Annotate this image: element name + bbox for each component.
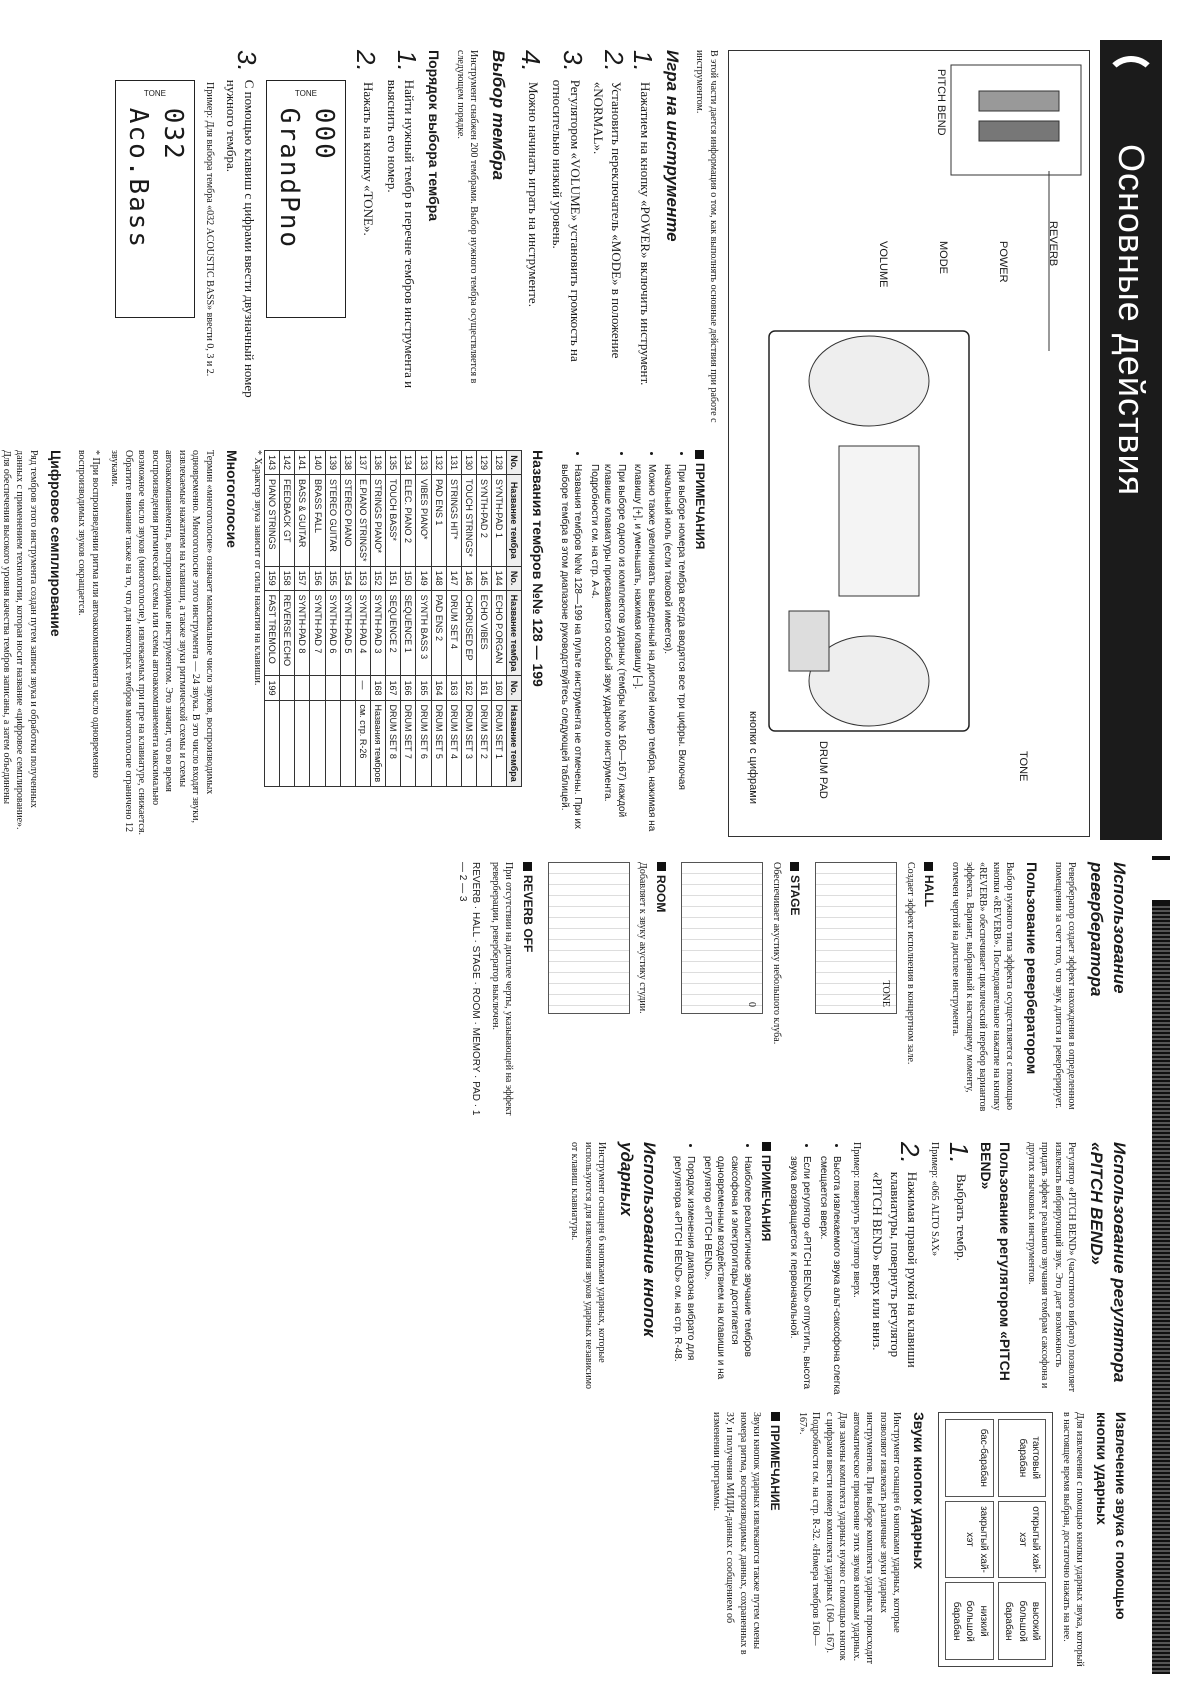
square-bullet-icon: [924, 862, 933, 871]
right-page: [0, 842, 1190, 1684]
table-cell: 138: [340, 451, 355, 475]
table-cell: DRUM SET 4: [446, 700, 461, 787]
table-cell: SYNTH-PAD 2: [477, 475, 492, 567]
table-cell: 163: [446, 676, 461, 700]
drumpads-column: [703, 1412, 1140, 1667]
square-bullet-icon: [695, 450, 704, 459]
table-cell: 141: [295, 451, 310, 475]
page-title: Основные действия: [1111, 144, 1152, 497]
pitch-column: [562, 1142, 1140, 1397]
table-cell: SYNTH-PAD 5: [340, 590, 355, 676]
playing-step-4: 4. Можно начинать играть на инструменте.: [516, 50, 547, 307]
table-row: [280, 451, 295, 787]
table-row: [416, 451, 431, 787]
table-row: [325, 451, 340, 787]
label-pitch-bend: PITCH BEND: [935, 69, 947, 136]
tone-select-heading: Выбор тембра: [489, 50, 509, 181]
table-row: [431, 451, 446, 787]
table-cell: SYNTH BASS 3: [416, 590, 431, 676]
hall-text: Создает эффект исполнения в концертном зале.: [904, 862, 916, 1065]
pitch-bullets: [786, 1142, 843, 1397]
table-cell: Названия тембров: [371, 700, 386, 787]
pitch-intro: Регулятор «PITCH BEND» (частотного вибрато) позволяет извлекать вибрирующий звук. Это дает возможность придать эффект реального звучания тембрам саксофона и других язычковых инструментов.: [1025, 1142, 1078, 1393]
label-tone: TONE: [1017, 751, 1029, 782]
table-cell: DRUM SET 8: [386, 700, 401, 787]
drum-pads: [789, 611, 829, 671]
drum-pad-5[interactable]: закрытый хай-хэт: [945, 1501, 994, 1579]
drum-sounds-text: Инструмент оснащен 6 кнопками ударных, которые позволяют извлекать различные звуки ударных инструментов. При выборе комплекта ударных происходит автоматическое присвоение этих звуков кнопкам ударных. Для замены комплекта ударных нужно с помощью кнопок с цифрами ввести номер комплекта ударных (160—167). Подробности см. на стр. R-32. «Номера тембров 160—167».: [796, 1412, 903, 1665]
drum-sounds-heading: Звуки кнопок ударных: [911, 1412, 928, 1570]
reverb-display-stage: 0: [681, 862, 763, 1014]
header-stripe: [1152, 856, 1170, 1674]
header-stripe-mark: [1152, 856, 1170, 904]
pitch-note: • Порядок изменения диапазона вибрато для регулятора «PITCH BEND» см. на стр. R-48.: [670, 1156, 697, 1397]
note-item: • Можно также увеличивать выведенный на дисплей номер тембра, нажимая на клавишу [+], и уменьшать, нажимая клавишу [–].: [631, 464, 658, 835]
notes-list: [557, 450, 688, 835]
table-row: [492, 451, 507, 787]
stage-heading: STAGE: [787, 862, 803, 1122]
pitch-bullet: • Высота извлекаемого звука альт-саксофона слегка смещается вверх.: [816, 1156, 843, 1397]
table-cell: DRUM SET 5: [431, 700, 446, 787]
table-cell: SYNTH-PAD 3: [371, 590, 386, 676]
table-cell: BASS & GUITAR: [295, 475, 310, 567]
table-cell: SYNTH-PAD 4: [355, 590, 370, 676]
table-cell: VIBES PIANO*: [416, 475, 431, 567]
square-bullet-icon: [762, 1142, 771, 1151]
playing-step-3: 3. Регулятором «VOLUME» установить громкость на относительно низкий уровень.: [550, 50, 588, 362]
table-cell: SYNTH-PAD 8: [295, 590, 310, 676]
table-cell: DRUM SET 3: [461, 700, 476, 787]
table-cell: REVERSE ECHO: [280, 590, 295, 676]
tone-select-intro: Инструмент снабжен 200 тембрами. Выбор нужного тембра осуществляется в следующем порядке.: [454, 50, 480, 384]
table-cell: 159: [265, 566, 280, 590]
drum-pad-1[interactable]: тактовый барабан: [998, 1419, 1047, 1497]
table-cell: PIANO STRINGS: [265, 475, 280, 567]
square-bullet-icon: [523, 862, 532, 871]
table-cell: 148: [431, 566, 446, 590]
reverb-use-heading: Пользование ревербератором: [1024, 862, 1041, 1075]
drum-pad-diagram: [938, 1412, 1053, 1667]
table-row: [477, 451, 492, 787]
pitch-example-1: Пример: «065 ALTO SAX»: [928, 1142, 940, 1257]
table-cell: 158: [280, 566, 295, 590]
table-row: [386, 451, 401, 787]
reverb-column: [455, 862, 1140, 1122]
table-cell: ECHO VIBES: [477, 590, 492, 676]
table-cell: 167: [386, 676, 401, 700]
table-cell: STEREO GUITAR: [325, 475, 340, 567]
reverb-display-hall: TONE: [815, 862, 897, 1014]
pitch-note: • Наиболее реалистичное звучание тембров саксофона и электрогитары достигается одновременным воздействием на клавиши и на регулятор «PITCH BEND».: [700, 1156, 754, 1397]
pitch-bend-inset: [951, 65, 1081, 175]
pitch-heading: Использование регулятора «PITCH BEND»: [1087, 1142, 1129, 1383]
table-cell: 199: [265, 676, 280, 700]
playing-heading: Игра на инструменте: [663, 50, 682, 242]
label-mode: MODE: [937, 241, 949, 274]
drum-note-heading: ПРИМЕЧАНИЕ: [767, 1412, 783, 1667]
table-row: [310, 451, 325, 787]
reverb-scale-labels: REVERB · HALL · STAGE · ROOM · MEMORY · PAD · 1 — 2 — 3: [456, 862, 482, 1116]
table-cell: [310, 676, 325, 700]
reverb-intro: Ревербератор создает эффект нахождения в определенном помещении за счет того, что звук длится и реверберирует.: [1052, 862, 1078, 1110]
table-cell: см. стр. R-26: [355, 700, 370, 787]
label-power: POWER: [997, 241, 1009, 283]
table-cell: DRUM SET 6: [416, 700, 431, 787]
pitch-step-1: 1. Выбрать тембр.: [944, 1142, 975, 1261]
table-cell: 152: [371, 566, 386, 590]
note-item: • При выборе номера тембра всегда вводятся все три цифры. Включая начальный ноль (если таковой имеется).: [661, 464, 688, 835]
hall-heading: HALL: [921, 862, 937, 1122]
square-bullet-icon: [657, 862, 666, 871]
table-cell: 131: [446, 451, 461, 475]
label-reverb: REVERB: [1047, 221, 1059, 267]
table-cell: SEQUENCE 1: [401, 590, 416, 676]
table-cell: 164: [431, 676, 446, 700]
keyboard-diagram: [728, 50, 1090, 837]
left-speaker: [809, 336, 929, 426]
table-cell: 168: [371, 676, 386, 700]
table-cell: 166: [401, 676, 416, 700]
table-cell: 140: [310, 451, 325, 475]
table-cell: 156: [310, 566, 325, 590]
table-cell: SYNTH-PAD 1: [492, 475, 507, 567]
table-cell: [265, 700, 280, 787]
table-cell: 129: [477, 451, 492, 475]
table-cell: FEEDBACK GT: [280, 475, 295, 567]
table-cell: [340, 700, 355, 787]
pitch-example-2: Пример: повернуть регулятор вверх.: [850, 1142, 862, 1298]
playing-step-2: 2. Установить переключатель «MODE» в положение «NORMAL».: [591, 50, 629, 359]
table-cell: 153: [355, 566, 370, 590]
table-row: [371, 451, 386, 787]
label-number-buttons: кнопки с цифрами: [747, 711, 759, 804]
pitch-notes-heading: ПРИМЕЧАНИЯ: [758, 1142, 774, 1397]
reverb-off-text: При отсутствии на дисплее черты, указывающей на эффект реверберации, ревербератор выключен.: [489, 862, 515, 1116]
display-panel: [839, 446, 919, 596]
title-bracket-icon: [1105, 56, 1157, 104]
pitch-bend-wheel: [979, 91, 1059, 111]
tone-names-body: [265, 451, 507, 787]
sampling-text: Ряд тембров этого инструмента создан путем записи звука и обработки полученных данных с применением технологии, которая носит название «цифровое семплирование». Для обеспечения высокого уровня качества тембров записаны, а затем объединены: [0, 450, 39, 830]
table-cell: 133: [416, 451, 431, 475]
table-cell: STRINGS PIANO*: [371, 475, 386, 567]
table-row: [401, 451, 416, 787]
table-cell: 161: [477, 676, 492, 700]
table-cell: 150: [401, 566, 416, 590]
table-cell: 145: [477, 566, 492, 590]
table-cell: DRUM SET 2: [477, 700, 492, 787]
table-cell: 134: [401, 451, 416, 475]
table-header-row: No. Название тембра No. Название тембра No. Название тембра: [507, 451, 522, 787]
tone-step-1: 1. Найти нужный тембр в перечне тембров инструмента и выяснить его номер.: [384, 50, 423, 389]
drumpads-sub-heading: Извлечение звука с помощью кнопки ударных: [1094, 1412, 1129, 1620]
table-cell: [310, 700, 325, 787]
label-drum-pad: DRUM PAD: [817, 741, 829, 799]
table-footnote: * Характер звука зависит от силы нажатия на клавиши.: [252, 450, 264, 686]
room-text: Добавляет к звуку акустику студии.: [637, 862, 649, 1014]
names-table-heading: Названия тембров №№ 128 — 199: [530, 450, 547, 687]
table-row: [295, 451, 310, 787]
lcd-display-2: TONE 032 Aco.Bass: [115, 80, 195, 318]
table-cell: 151: [386, 566, 401, 590]
table-cell: 136: [371, 451, 386, 475]
table-cell: 165: [416, 676, 431, 700]
table-row: [265, 451, 280, 787]
table-cell: —: [355, 676, 370, 700]
table-cell: PAD ENS 2: [431, 590, 446, 676]
drumpads-intro: Инструмент оснащен 6 кнопками ударных, которые используются для извлечения звуков ударных независимо от клавиш клавиатуры.: [569, 1142, 608, 1390]
playing-step-1: 1. Нажатием на кнопку «POWER» включить инструмент.: [628, 50, 659, 386]
table-cell: SYNTH-PAD 6: [325, 590, 340, 676]
drum-note-text: Звуки кнопок ударных извлекаются также путем смены номера ритма, воспроизводимых данных, сохраненных в ЗУ, и получения МИДИ-данных с сообщением об изменении программы.: [710, 1412, 763, 1655]
table-row: [340, 451, 355, 787]
pitch-notes: [670, 1142, 754, 1397]
table-cell: 144: [492, 566, 507, 590]
table-cell: [295, 700, 310, 787]
table-row: [461, 451, 476, 787]
intro-text: В этой части дается информация о том, как выполнять основные действия при работе с инструментом.: [694, 50, 719, 423]
table-row: [446, 451, 461, 787]
tone-names-table: [264, 450, 522, 787]
table-cell: STRINGS HIT*: [446, 475, 461, 567]
left-column-1: [107, 50, 720, 430]
pitch-bend-wheel-2: [979, 121, 1059, 141]
table-cell: 142: [280, 451, 295, 475]
square-bullet-icon: [771, 1412, 780, 1421]
table-cell: E.PIANO STRINGS*: [355, 475, 370, 567]
table-cell: 155: [325, 566, 340, 590]
table-cell: [325, 676, 340, 700]
table-cell: DRUM SET 1: [492, 700, 507, 787]
table-cell: ELEC. PIANO 2: [401, 475, 416, 567]
table-cell: 137: [355, 451, 370, 475]
pitch-use-heading: Пользование регулятором «PITCH BEND»: [978, 1142, 1014, 1381]
tone-step-2: 2. Нажать на кнопку «TONE».: [351, 50, 382, 236]
drum-pad-3[interactable]: высокий большой барабан: [998, 1582, 1047, 1660]
reverb-display-room: [548, 862, 630, 1014]
page-title-bar: [1100, 40, 1162, 840]
label-volume: VOLUME: [877, 241, 889, 288]
square-bullet-icon: [790, 862, 799, 871]
table-cell: 143: [265, 451, 280, 475]
reverb-heading: Использование ревербератора: [1087, 862, 1129, 997]
pitch-bullet: • Если регулятор «PITCH BEND» отпустить, высота звука возвращается к первоначальной.: [786, 1156, 813, 1397]
polyphony-heading: Многоголосие: [223, 450, 240, 548]
note-item: • При выборе одного из комплектов ударных (тембры №№ 160—167) каждой клавише клавиатуры присваивается особый звук ударного инструмента. Подробности см. на стр. A-4.: [587, 464, 628, 835]
drum-pad-4[interactable]: бас-барабан: [945, 1419, 994, 1497]
table-cell: ECHO P.ORGAN: [492, 590, 507, 676]
drumpads-sub-text: Для извлечения с помощью кнопки ударных звука, который в настоящее время выбран, достаточно нажать на нее.: [1060, 1412, 1086, 1667]
room-heading: ROOM: [653, 862, 669, 1122]
polyphony-note: * При воспроизведении ритма или автоаккомпанемента число одновременно воспроизводимых звуков сокращается.: [76, 450, 101, 778]
table-cell: 147: [446, 566, 461, 590]
table-cell: 135: [386, 451, 401, 475]
table-cell: CHORUSED EP: [461, 590, 476, 676]
reverb-off-heading: REVERB OFF: [519, 862, 535, 1122]
table-cell: 149: [416, 566, 431, 590]
table-cell: SEQUENCE 2: [386, 590, 401, 676]
pitch-step-2: 2. Нажимая правой рукой на клавиши клавиатуры, повернуть регулятор «PITCH BEND» вверх или вниз.: [870, 1142, 926, 1368]
order-heading: Порядок выбора тембра: [426, 50, 443, 222]
drum-pad-grid: [945, 1419, 1046, 1660]
drumpads-heading: Использование кнопок ударных: [617, 1142, 660, 1337]
table-cell: 130: [461, 451, 476, 475]
tone-example: Пример: Для выбора тембра «032 ACOUSTIC BASS» ввести 0, 3 и 2.: [204, 82, 216, 377]
table-cell: BRASS FALL: [310, 475, 325, 567]
table-cell: 128: [492, 451, 507, 475]
lcd-display-1: TONE 000 GrandPno: [266, 80, 346, 318]
polyphony-text: Термин «многоголосие» означает максимальное число звуков, воспроизводимых одновременно. Многоголосие этого инструмента — 24 звука. В это число входят звуки, извлекаемые нажатием на клавиши, а также звуки ритмической схемы и схемы автоаккомпанемента, воспроизводимые инструментом. Это значит, что во время воспроизведения ритмической схемы или схемы автоаккомпанемента максимально возможное число звуков (многоголосие), извлекаемых при игре на клавиатуре, снижается. Обратите внимание также на то, что для некоторых тембров многоголосие ограничено 12 звуками.: [109, 450, 215, 835]
table-cell: 162: [461, 676, 476, 700]
table-cell: [280, 676, 295, 700]
table-cell: FAST TREMOLO: [265, 590, 280, 676]
table-cell: [325, 700, 340, 787]
table-cell: [340, 676, 355, 700]
tone-step-3: 3. С помощью клавиш с цифрами ввести двузначный номер нужного тембра.: [224, 50, 262, 398]
table-row: [355, 451, 370, 787]
table-cell: 160: [492, 676, 507, 700]
table-cell: DRUM SET 4: [446, 590, 461, 676]
sampling-heading: Цифровое семплирование: [47, 450, 64, 637]
drum-pad-2[interactable]: открытый хай-хэт: [998, 1501, 1047, 1579]
table-cell: DRUM SET 7: [401, 700, 416, 787]
note-item: • Названия тембров №№ 128—199 на пульте инструмента не отмечены. При их выборе тембра в этом диапазоне руководствуйтесь следующей таблицей.: [557, 464, 584, 835]
table-cell: 139: [325, 451, 340, 475]
table-cell: 146: [461, 566, 476, 590]
table-cell: [280, 700, 295, 787]
left-column-2: [0, 450, 720, 835]
notes-heading: ПРИМЕЧАНИЯ: [692, 450, 708, 835]
table-cell: [295, 676, 310, 700]
table-cell: SYNTH-PAD 7: [310, 590, 325, 676]
table-cell: 132: [431, 451, 446, 475]
keyboard-illustration: [729, 51, 1089, 836]
reverb-use-text: Выбор нужного типа эффекта осуществляется с помощью кнопки «REVERB». Последовательное нажатие на кнопку «REVERB» обеспечивает циклический перебор вариантов эффекта. Вариант, выбранный к настоящему моменту, отмечен чертой на дисплее инструмента.: [950, 862, 1016, 1112]
drum-pad-6[interactable]: низкий большой барабан: [945, 1582, 994, 1660]
stage-text: Обеспечивает акустику небольшого клуба.: [770, 862, 782, 1045]
table-cell: 154: [340, 566, 355, 590]
table-cell: PAD ENS 1: [431, 475, 446, 567]
table-cell: 157: [295, 566, 310, 590]
table-cell: TOUCH BASS*: [386, 475, 401, 567]
table-cell: STEREO PIANO: [340, 475, 355, 567]
table-cell: TOUCH STRINGS*: [461, 475, 476, 567]
